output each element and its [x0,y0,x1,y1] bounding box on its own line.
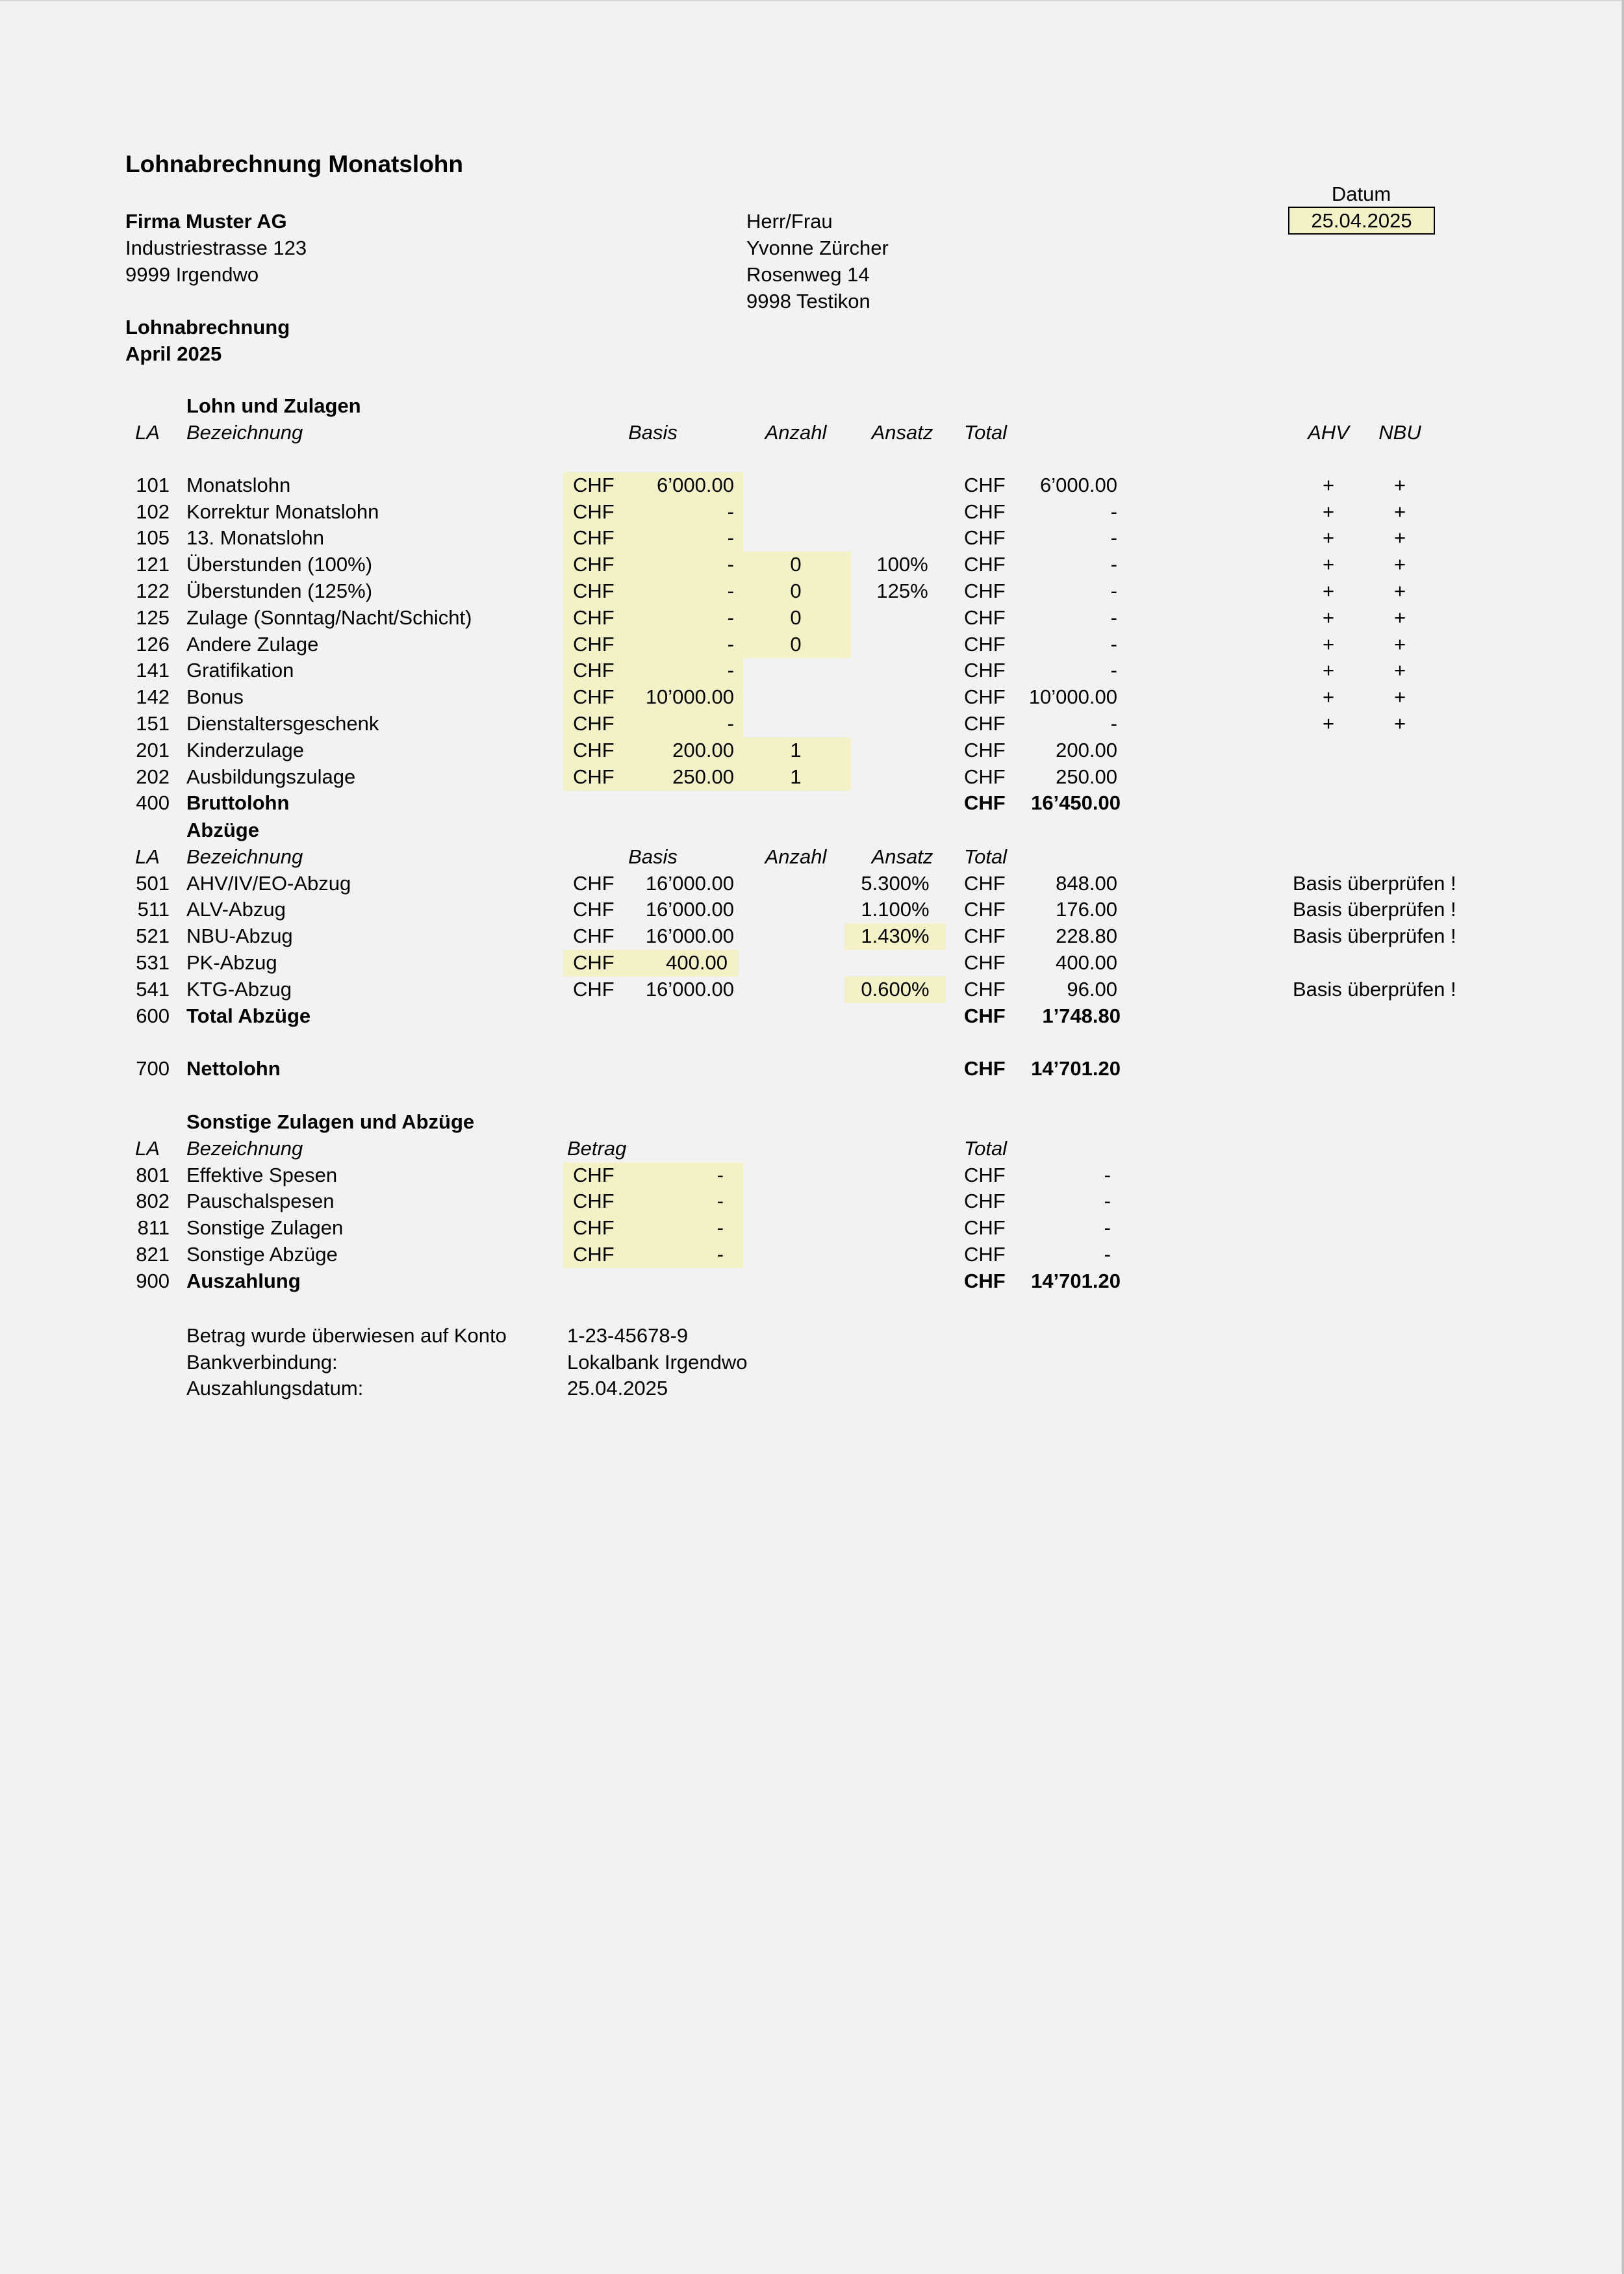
row-label: Gratifikation [186,659,294,682]
row-la: 511 [137,898,170,921]
row-total: 176.00 [1056,898,1117,921]
column-header-basis: Basis [628,420,678,444]
row-total: - [1104,1163,1111,1186]
row-la: 151 [136,712,170,735]
row-total: 10’000.00 [1028,685,1117,709]
row-basis-currency: CHF [573,685,615,709]
column-header-bezeichnung: Bezeichnung [186,1136,303,1160]
bank-value: Lokalbank Irgendwo [567,1351,748,1373]
row-anzahl[interactable]: 0 [790,553,802,576]
row-total: - [1110,580,1117,602]
row-basis-currency: CHF [573,765,615,788]
auszahlung-currency: CHF [964,1269,1006,1292]
row-ansatz [844,950,946,976]
row-ansatz [851,737,954,763]
bruttolohn-la: 400 [136,791,170,815]
row-la: 122 [136,580,170,602]
row-ansatz: 100% [876,553,928,576]
employee-name: Yvonne Zürcher [746,236,889,259]
row-betrag-value[interactable]: - [717,1163,724,1186]
row-ahv-flag: + [1322,580,1335,602]
row-total-currency: CHF [964,898,1006,921]
row-ansatz [851,605,954,631]
row-warning-note: Basis überprüfen ! [1293,977,1456,1001]
date-field[interactable] [1288,207,1435,235]
total-abzuege-label: Total Abzüge [186,1004,311,1027]
row-ansatz [851,472,954,498]
auszahlung-total: 14’701.20 [1031,1269,1121,1292]
row-nbu-flag: + [1393,685,1406,709]
row-nbu-flag [1364,737,1436,763]
row-betrag-currency: CHF [573,1163,615,1186]
nettolohn-currency: CHF [964,1057,1006,1080]
nettolohn-label: Nettolohn [186,1057,281,1080]
row-nbu-flag: + [1393,473,1406,496]
row-total: - [1110,632,1117,656]
row-basis-value[interactable]: 6’000.00 [657,473,734,496]
section-title-sonstige: Sonstige Zulagen und Abzüge [186,1110,475,1133]
row-total-currency: CHF [964,1216,1006,1240]
row-basis-value[interactable]: 250.00 [672,765,734,788]
row-label: Zulage (Sonntag/Nacht/Schicht) [186,606,472,629]
row-total: 200.00 [1056,738,1117,761]
bruttolohn-total: 16’450.00 [1031,791,1121,815]
row-basis-value[interactable]: 10’000.00 [645,685,734,709]
row-label: 13. Monatslohn [186,526,324,550]
row-la: 811 [137,1216,170,1240]
row-ahv-flag: + [1322,553,1335,576]
row-label: Effektive Spesen [186,1163,338,1186]
row-basis-value[interactable]: - [727,553,734,576]
row-anzahl [743,499,848,525]
row-la: 102 [136,500,170,523]
row-ansatz: 5.300% [861,871,930,895]
row-betrag-currency: CHF [573,1216,615,1240]
column-header-la: LA [135,420,160,444]
row-total: - [1104,1243,1111,1266]
row-label: Monatslohn [186,473,291,496]
row-total-currency: CHF [964,580,1006,602]
row-la: 821 [136,1243,170,1266]
row-total-currency: CHF [964,1190,1006,1213]
row-label: Dienstaltersgeschenk [186,712,379,735]
row-total: - [1110,500,1117,523]
row-la: 202 [136,765,170,788]
total-abzuege-total: 1’748.80 [1042,1004,1121,1027]
employee-salutation: Herr/Frau [746,210,833,233]
row-la: 501 [136,871,170,895]
period-month: April 2025 [125,342,222,365]
row-ansatz: 125% [876,580,928,602]
row-total-currency: CHF [964,659,1006,682]
bank-label: Bankverbindung: [186,1351,338,1373]
konto-label: Betrag wurde überwiesen auf Konto [186,1324,507,1347]
row-nbu-flag: + [1393,606,1406,629]
row-la: 101 [136,473,170,496]
employee-city: 9998 Testikon [746,290,870,313]
row-label: Pauschalspesen [186,1190,335,1213]
row-total-currency: CHF [964,765,1006,788]
row-label: Sonstige Abzüge [186,1243,338,1266]
row-basis-value[interactable]: - [727,580,734,602]
row-nbu-flag: + [1393,659,1406,682]
row-ansatz [851,632,954,658]
column-header-la: LA [135,1136,160,1160]
section-title-abzuege: Abzüge [186,819,259,841]
column-header-total: Total [964,1136,1008,1160]
row-basis-value: 16’000.00 [645,871,734,895]
row-anzahl[interactable]: 0 [790,632,802,656]
row-basis-value[interactable]: 400.00 [666,951,728,974]
row-ahv-flag: + [1322,500,1335,523]
row-total-currency: CHF [964,1163,1006,1186]
row-basis-currency: CHF [573,951,615,974]
row-total-currency: CHF [964,632,1006,656]
row-total: - [1110,659,1117,682]
row-basis-currency: CHF [573,632,615,656]
row-basis-currency: CHF [573,738,615,761]
row-basis-value: 16’000.00 [645,898,734,921]
row-warning-note: Basis überprüfen ! [1293,898,1456,921]
row-total-currency: CHF [964,553,1006,576]
column-header-bezeichnung: Bezeichnung [186,845,303,868]
row-ansatz[interactable]: 0.600% [861,977,930,1001]
row-ansatz [851,684,954,710]
row-total: 250.00 [1056,765,1117,788]
row-nbu-flag: + [1393,553,1406,576]
row-total-currency: CHF [964,738,1006,761]
row-anzahl[interactable]: 0 [790,606,802,629]
nettolohn-total: 14’701.20 [1031,1057,1121,1080]
row-anzahl [743,684,848,710]
row-basis-value[interactable]: - [727,526,734,550]
row-anzahl [743,472,848,498]
row-total-currency: CHF [964,925,1006,948]
column-header-betrag: Betrag [567,1136,627,1160]
payout-date-label: Auszahlungsdatum: [186,1377,364,1399]
row-ansatz [851,764,954,790]
row-label: PK-Abzug [186,951,277,974]
row-total: 228.80 [1056,925,1117,948]
row-total-currency: CHF [964,526,1006,550]
row-basis-currency: CHF [573,606,615,629]
row-anzahl [743,658,848,683]
row-total-currency: CHF [964,500,1006,523]
column-header-total: Total [964,420,1008,444]
column-header-la: LA [135,845,160,868]
row-total-currency: CHF [964,685,1006,709]
row-basis-value: 16’000.00 [645,925,734,948]
column-header-basis: Basis [628,845,678,868]
row-label: Überstunden (125%) [186,580,373,602]
payout-date-value: 25.04.2025 [567,1377,668,1399]
page-title: Lohnabrechnung Monatslohn [125,151,464,177]
column-header-bezeichnung: Bezeichnung [186,420,303,444]
column-header-anzahl: Anzahl [765,845,827,868]
row-ahv-flag: + [1322,659,1335,682]
row-label: Korrektur Monatslohn [186,500,379,523]
row-basis-currency: CHF [573,553,615,576]
row-anzahl [743,525,848,551]
row-total: - [1110,526,1117,550]
row-ansatz [851,499,954,525]
row-warning-note: Basis überprüfen ! [1293,871,1456,895]
row-label: Kinderzulage [186,738,304,761]
nettolohn-la: 700 [136,1057,170,1080]
row-ahv-flag: + [1322,685,1335,709]
total-abzuege-la: 600 [136,1004,170,1027]
row-warning-note: Basis überprüfen ! [1293,925,1456,948]
row-nbu-flag: + [1393,632,1406,656]
row-anzahl [743,711,848,737]
row-basis-value[interactable]: - [727,606,734,629]
row-la: 521 [136,925,170,948]
row-ansatz [851,711,954,737]
row-label: Andere Zulage [186,632,319,656]
row-total-currency: CHF [964,951,1006,974]
row-total: 6’000.00 [1040,473,1117,496]
row-basis-currency: CHF [573,925,615,948]
row-la: 125 [136,606,170,629]
row-basis-currency: CHF [573,526,615,550]
row-anzahl[interactable]: 0 [790,580,802,602]
row-betrag-value[interactable]: - [717,1243,724,1266]
row-total: - [1110,553,1117,576]
row-total-currency: CHF [964,712,1006,735]
row-basis-currency: CHF [573,500,615,523]
column-header-ahv: AHV [1308,420,1349,444]
employee-street: Rosenweg 14 [746,263,870,286]
row-basis-value[interactable]: - [727,500,734,523]
row-nbu-flag: + [1393,580,1406,602]
row-label: Bonus [186,685,244,709]
row-total-currency: CHF [964,606,1006,629]
row-ansatz: 1.100% [861,898,930,921]
row-basis-value: 16’000.00 [645,977,734,1001]
row-betrag-currency: CHF [573,1243,615,1266]
row-label: AHV/IV/EO-Abzug [186,871,351,895]
row-total: 400.00 [1056,951,1117,974]
row-ahv-flag: + [1322,606,1335,629]
row-basis-currency: CHF [573,871,615,895]
row-total: - [1110,606,1117,629]
company-city: 9999 Irgendwo [125,263,259,286]
row-total: 848.00 [1056,871,1117,895]
row-nbu-flag: + [1393,526,1406,550]
row-basis-currency: CHF [573,473,615,496]
row-label: Überstunden (100%) [186,553,373,576]
section-title-lohn: Lohn und Zulagen [186,394,361,417]
row-la: 142 [136,685,170,709]
row-total-currency: CHF [964,871,1006,895]
auszahlung-label: Auszahlung [186,1269,301,1292]
row-la: 105 [136,526,170,550]
row-basis-value[interactable]: - [727,712,734,735]
row-nbu-flag: + [1393,500,1406,523]
company-name: Firma Muster AG [125,210,287,233]
row-basis-value[interactable]: - [727,659,734,682]
company-street: Industriestrasse 123 [125,236,307,259]
row-la: 201 [136,738,170,761]
row-ahv-flag: + [1322,712,1335,735]
row-anzahl[interactable]: 1 [790,765,802,788]
row-basis-value[interactable]: 200.00 [672,738,734,761]
konto-value: 1-23-45678-9 [567,1324,689,1347]
row-label: Ausbildungszulage [186,765,356,788]
row-label: Sonstige Zulagen [186,1216,344,1240]
row-ahv-flag [1293,764,1364,790]
row-basis-currency: CHF [573,580,615,602]
row-betrag-value[interactable]: - [717,1216,724,1240]
row-anzahl[interactable]: 1 [790,738,802,761]
column-header-nbu: NBU [1378,420,1421,444]
period-label: Lohnabrechnung [125,316,290,339]
row-label: ALV-Abzug [186,898,286,921]
row-ansatz[interactable]: 1.430% [861,925,930,948]
row-nbu-flag: + [1393,712,1406,735]
row-basis-currency: CHF [573,898,615,921]
column-header-ansatz: Ansatz [871,845,933,868]
row-la: 801 [136,1163,170,1186]
row-betrag-currency: CHF [573,1190,615,1213]
column-header-total: Total [964,845,1008,868]
row-la: 141 [136,659,170,682]
row-basis-currency: CHF [573,977,615,1001]
row-total: 96.00 [1067,977,1117,1001]
row-ahv-flag: + [1322,526,1335,550]
row-ansatz [851,525,954,551]
row-label: NBU-Abzug [186,925,293,948]
row-ansatz [851,658,954,683]
row-basis-currency: CHF [573,659,615,682]
row-label: KTG-Abzug [186,977,292,1001]
row-la: 802 [136,1190,170,1213]
bruttolohn-label: Bruttolohn [186,791,290,815]
auszahlung-la: 900 [136,1269,170,1292]
row-la: 541 [136,977,170,1001]
date-label: Datum [1331,183,1391,205]
row-total-currency: CHF [964,977,1006,1001]
row-ahv-flag [1293,737,1364,763]
row-la: 531 [136,951,170,974]
row-total-currency: CHF [964,473,1006,496]
date-value: 25.04.2025 [1311,209,1412,232]
row-la: 121 [136,553,170,576]
bruttolohn-currency: CHF [964,791,1006,815]
total-abzuege-currency: CHF [964,1004,1006,1027]
row-nbu-flag [1364,764,1436,790]
row-ahv-flag: + [1322,632,1335,656]
row-la: 126 [136,632,170,656]
row-basis-value[interactable]: - [727,632,734,656]
row-ahv-flag: + [1322,473,1335,496]
row-total: - [1104,1190,1111,1213]
row-betrag-value[interactable]: - [717,1190,724,1213]
row-total: - [1104,1216,1111,1240]
row-total-currency: CHF [964,1243,1006,1266]
row-total: - [1110,712,1117,735]
column-header-anzahl: Anzahl [765,420,827,444]
row-basis-currency: CHF [573,712,615,735]
column-header-ansatz: Ansatz [871,420,933,444]
